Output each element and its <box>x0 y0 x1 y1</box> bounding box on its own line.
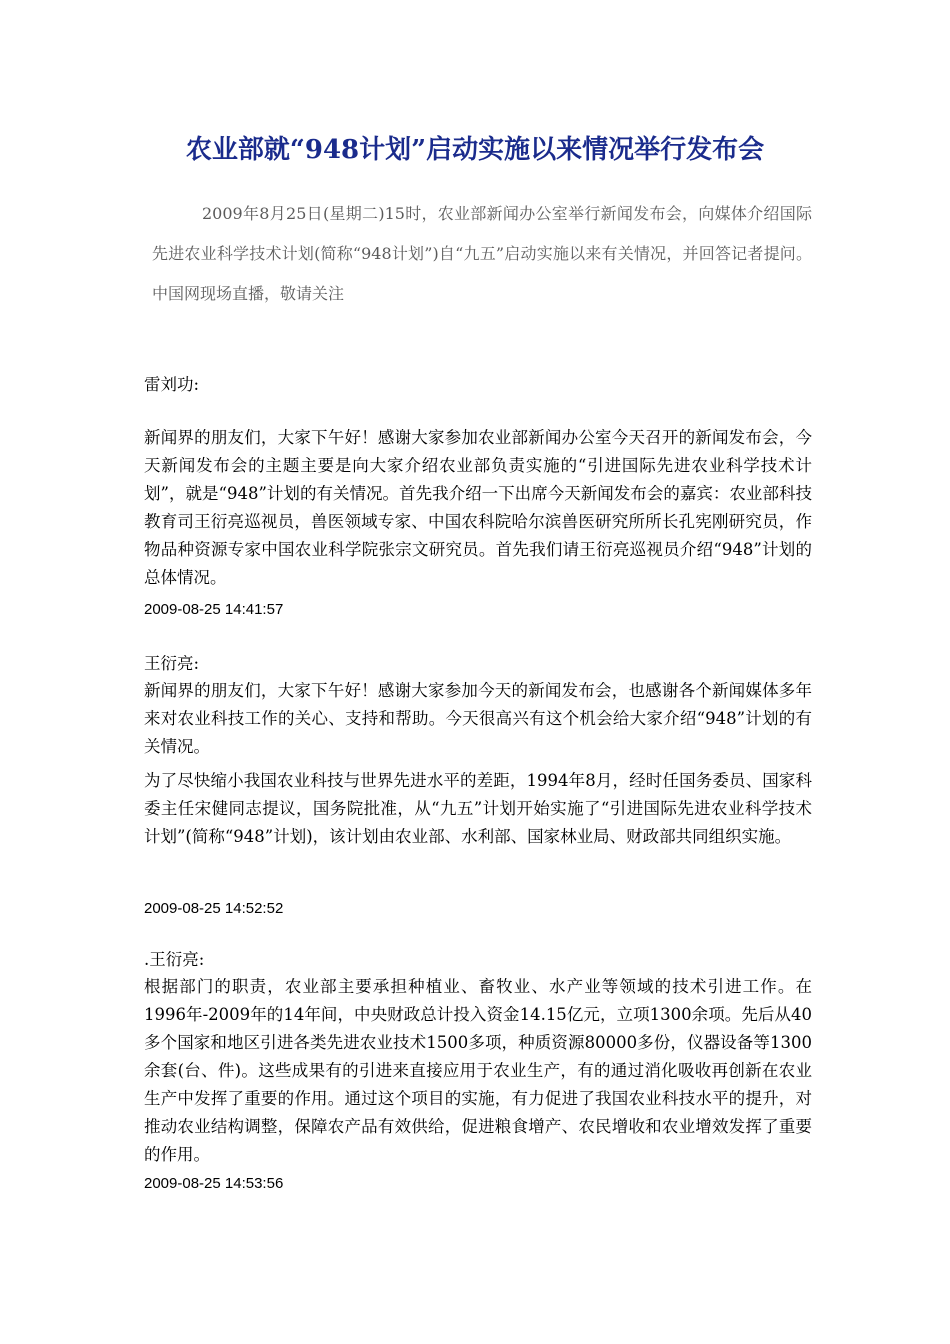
speech-paragraph: 为了尽快缩小我国农业科技与世界先进水平的差距，1994年8月，经时任国务委员、国家科委主任宋健同志提议，国务院批准，从“九五”计划开始实施了“引进国际先进农业科学技术计划”(简称“948”计划)，该计划由农业部、水利部、国家林业局、财政部共同组织实施。 <box>144 771 812 846</box>
timestamp: 2009-08-25 14:41:57 <box>144 601 284 618</box>
speaker-name: 王衍亮: <box>144 654 200 673</box>
article-title: 农业部就“948计划”启动实施以来情况举行发布会 <box>185 135 765 165</box>
speaker-name: .王衍亮: <box>144 950 205 969</box>
speech-paragraph: 新闻界的朋友们，大家下午好！感谢大家参加农业部新闻办公室今天召开的新闻发布会，今天新闻发布会的主题主要是向大家介绍农业部负责实施的“引进国际先进农业科学技术计划”，就是“948”计划的有关情况。首先我介绍一下出席今天新闻发布会的嘉宾：农业部科技教育司王衍亮巡视员，兽医领域专家、中国农科院哈尔滨兽医研究所所长孔宪刚研究员，作物品种资源专家中国农业科学院张宗文研究员。首先我们请王衍亮巡视员介绍“948”计划的总体情况。 <box>144 428 812 587</box>
timestamp: 2009-08-25 14:53:56 <box>144 1175 284 1192</box>
speech-paragraph: 根据部门的职责，农业部主要承担种植业、畜牧业、水产业等领域的技术引进工作。在1996年-2009年的14年间，中央财政总计投入资金14.15亿元，立项1300余项。先后从40多个国家和地区引进各类先进农业技术1500多项，种质资源80000多份，仪器设备等1300余套(台、件)。这些成果有的引进来直接应用于农业生产，有的通过消化吸收再创新在农业生产中发挥了重要的作用。通过这个项目的实施，有力促进了我国农业科技水平的提升，对推动农业结构调整，保障农产品有效供给，促进粮食增产、农民增收和农业增效发挥了重要的作用。 <box>144 977 812 1164</box>
intro-paragraph: 2009年8月25日(星期二)15时，农业部新闻办公室举行新闻发布会，向媒体介绍国际先进农业科学技术计划(简称“948计划”)自“九五”启动实施以来有关情况，并回答记者提问。中国网现场直播，敬请关注 <box>152 204 812 303</box>
speech-paragraph: 新闻界的朋友们，大家下午好！感谢大家参加今天的新闻发布会，也感谢各个新闻媒体多年来对农业科技工作的关心、支持和帮助。今天很高兴有这个机会给大家介绍“948”计划的有关情况。 <box>144 681 812 756</box>
speaker-name: 雷刘功: <box>144 375 200 394</box>
timestamp: 2009-08-25 14:52:52 <box>144 900 284 917</box>
